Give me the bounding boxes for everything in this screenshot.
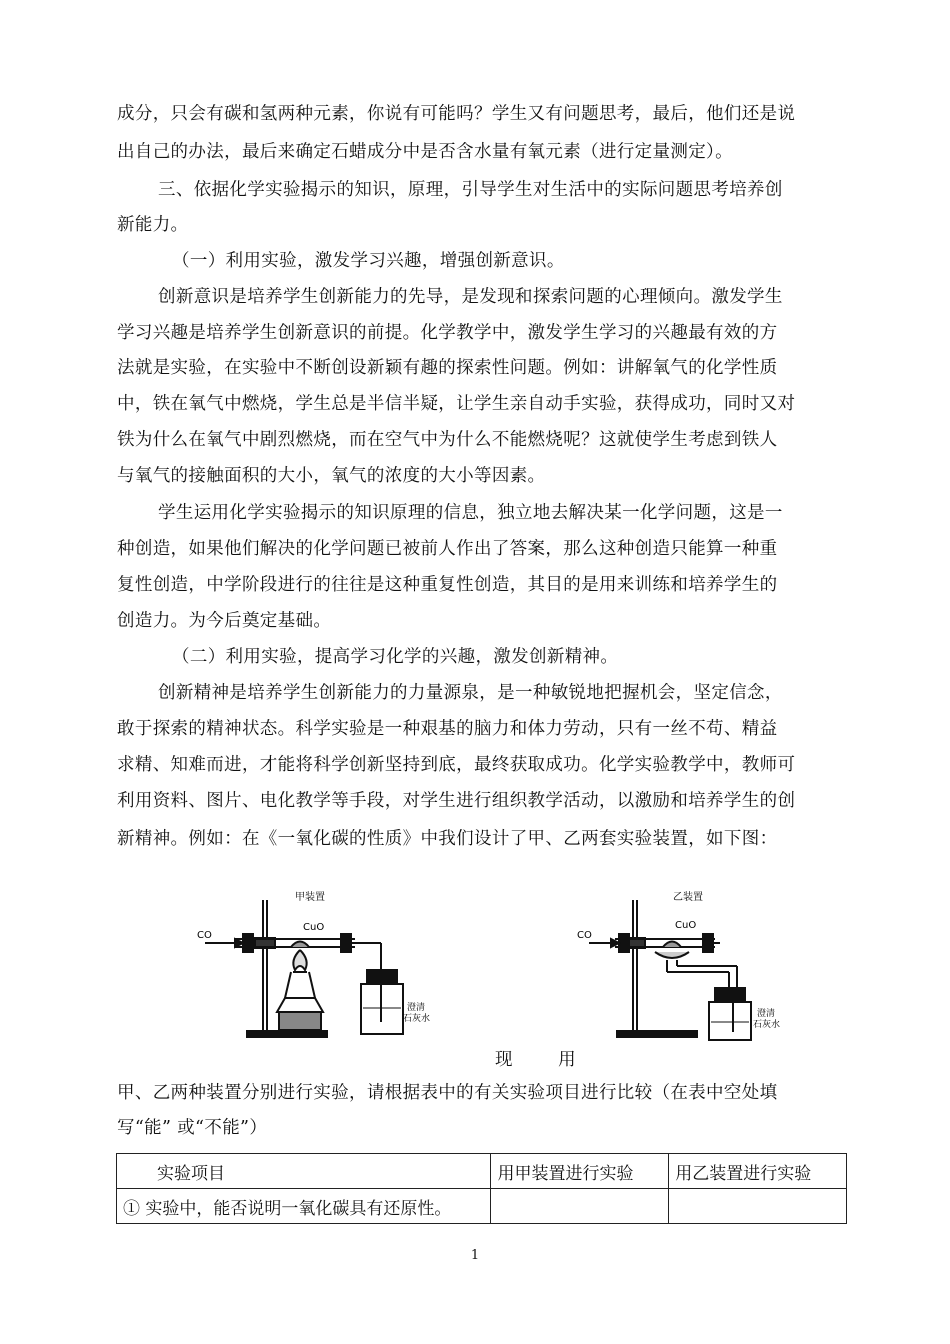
paragraph-line: 中，铁在氧气中燃烧，学生总是半信半疑，让学生亲自动手实验，获得成功，同时又对 bbox=[117, 394, 796, 414]
apparatus-jia-figure bbox=[195, 888, 435, 1048]
subsection-heading: （二）利用实验，提高学习化学的兴趣，激发创新精神。 bbox=[172, 647, 619, 667]
table-row bbox=[117, 1189, 847, 1224]
header-item: 实验项目 bbox=[117, 1154, 491, 1189]
paragraph-line: 种创造，如果他们解决的化学问题已被前人作出了答案，那么这种创造只能算一种重 bbox=[117, 539, 778, 559]
paragraph-line: 出自己的办法，最后来确定石蜡成分中是否含水量有氧元素（进行定量测定）。 bbox=[117, 142, 733, 162]
limewater-label-2: 石灰水 bbox=[403, 1014, 431, 1024]
paragraph-line: 写“能” 或“不能”） bbox=[117, 1118, 268, 1138]
paragraph-line: 铁为什么在氧气中剧烈燃烧，而在空气中为什么不能燃烧呢？这就使学生考虑到铁人 bbox=[117, 430, 778, 450]
paragraph-line: 求精、知难而进，才能将科学创新坚持到底，最终获取成功。化学实验教学中，教师可 bbox=[117, 755, 796, 775]
paragraph-line: 新能力。 bbox=[117, 215, 189, 235]
answer-cell-jia[interactable] bbox=[491, 1189, 669, 1224]
row-item: ① 实验中，能否说明一氧化碳具有还原性。 bbox=[117, 1189, 491, 1224]
paragraph-line: 复性创造，中学阶段进行的往往是这种重复性创造，其目的是用来训练和培养学生的 bbox=[117, 575, 778, 595]
apparatus-yi-drawing bbox=[575, 888, 815, 1048]
paragraph-line: 新精神。例如：在《一氧化碳的性质》中我们设计了甲、乙两套实验装置，如下图： bbox=[117, 829, 778, 849]
paragraph-line: 学习兴趣是培养学生创新意识的前提。化学教学中，激发学生学习的兴趣最有效的方 bbox=[117, 323, 778, 343]
paragraph-line: 与氧气的接触面积的大小，氧气的浓度的大小等因素。 bbox=[117, 466, 546, 486]
paragraph-line: 创造力。为今后奠定基础。 bbox=[117, 611, 332, 631]
paragraph-line: 学生运用化学实验揭示的知识原理的信息，独立地去解决某一化学问题，这是一 bbox=[158, 503, 783, 523]
paragraph-line: 成分，只会有碳和氢两种元素，你说有可能吗？学生又有问题思考，最后，他们还是说 bbox=[117, 104, 796, 124]
co-label-yi: CO bbox=[577, 930, 592, 941]
paragraph-line: 敢于探索的精神状态。科学实验是一种艰基的脑力和体力劳动，只有一丝不苟、精益 bbox=[117, 719, 778, 739]
comparison-table bbox=[116, 1153, 847, 1224]
co-label: CO bbox=[197, 930, 212, 941]
paragraph-line: 创新精神是培养学生创新能力的力量源泉，是一种敏锐地把握机会，坚定信念， bbox=[158, 683, 783, 703]
answer-cell-yi[interactable] bbox=[669, 1189, 847, 1224]
limewater-label-yi-1: 澄清 bbox=[757, 1009, 776, 1019]
page-number: 1 bbox=[470, 1248, 480, 1263]
header-yi: 用乙装置进行实验 bbox=[669, 1154, 847, 1189]
figure-caption: 现 用 bbox=[495, 1050, 596, 1070]
cuo-label: CuO bbox=[303, 922, 325, 933]
limewater-label-yi-2: 石灰水 bbox=[753, 1020, 781, 1030]
header-jia: 用甲装置进行实验 bbox=[491, 1154, 669, 1189]
yi-title: 乙装置 bbox=[673, 892, 703, 903]
jia-title: 甲装置 bbox=[295, 892, 325, 903]
apparatus-yi-figure bbox=[575, 888, 815, 1048]
paragraph-line: 利用资料、图片、电化教学等手段，对学生进行组织教学活动，以激励和培养学生的创 bbox=[117, 791, 796, 811]
paragraph-line: 创新意识是培养学生创新能力的先导，是发现和探索问题的心理倾向。激发学生 bbox=[158, 287, 783, 307]
paragraph-line: 甲、乙两种装置分别进行实验，请根据表中的有关实验项目进行比较（在表中空处填 bbox=[117, 1083, 778, 1103]
apparatus-jia-drawing bbox=[195, 888, 435, 1048]
section-heading: 三、依据化学实验揭示的知识，原理，引导学生对生活中的实际问题思考培养创 bbox=[158, 180, 783, 200]
cuo-label-yi: CuO bbox=[675, 920, 697, 931]
table-header-row bbox=[117, 1154, 847, 1189]
subsection-heading: （一）利用实验，激发学习兴趣，增强创新意识。 bbox=[172, 251, 565, 271]
paragraph-line: 法就是实验，在实验中不断创设新颖有趣的探索性问题。例如：讲解氧气的化学性质 bbox=[117, 358, 778, 378]
limewater-label-1: 澄清 bbox=[407, 1003, 426, 1013]
